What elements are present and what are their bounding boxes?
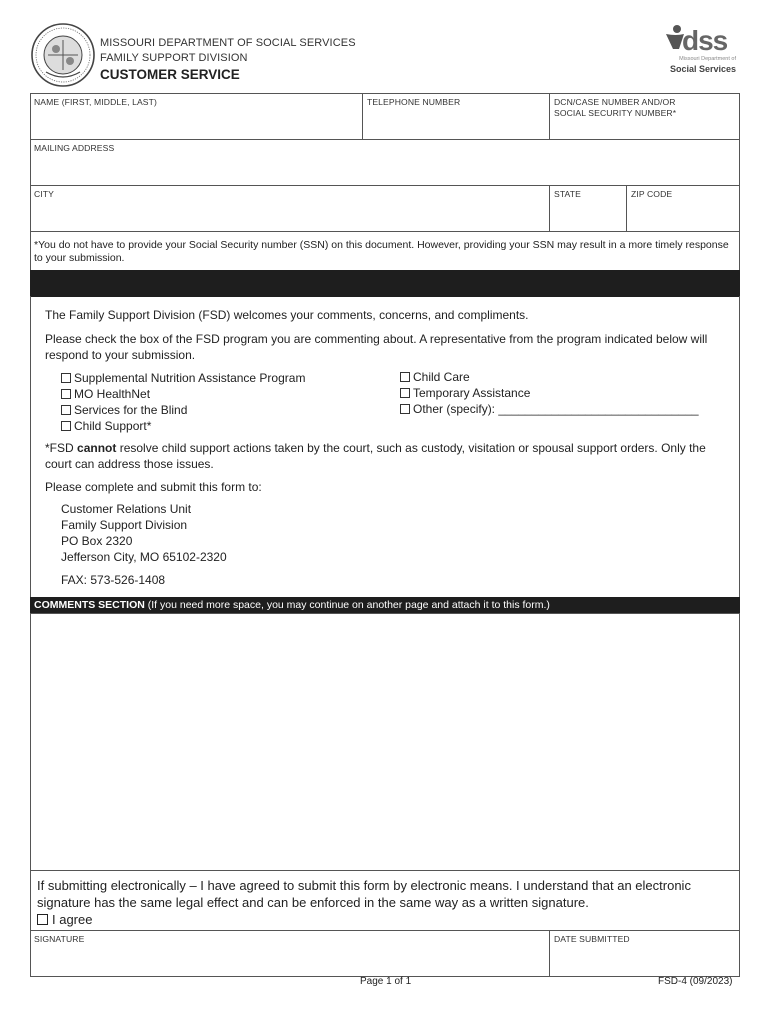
dss-name: Social Services xyxy=(669,64,736,74)
checkbox-icon[interactable] xyxy=(400,372,410,382)
ssn-notice-text: *You do not have to provide your Social Security number (SSN) on this document. However, providing your SSN may result in a more timely response to your submission. xyxy=(34,239,729,264)
fax-number: FAX: 573-526-1408 xyxy=(61,573,166,587)
program-option-blind-services[interactable]: Services for the Blind xyxy=(61,402,381,418)
address-line: Family Support Division xyxy=(61,518,188,532)
date-submitted-field[interactable] xyxy=(549,930,740,977)
signature-field[interactable] xyxy=(30,930,550,977)
program-option-temporary-assistance[interactable]: Temporary Assistance xyxy=(400,385,735,401)
child-support-note: *FSD cannot resolve child support actions taken by the court, such as custody, visitation or spousal support orders. Only the court can address those issues. xyxy=(45,441,706,471)
program-list-right xyxy=(400,369,735,417)
program-option-child-care[interactable]: Child Care xyxy=(400,369,735,385)
page-number: Page 1 of 1 xyxy=(360,976,412,987)
state-field[interactable] xyxy=(549,185,627,232)
agree-label: I agree xyxy=(52,912,93,927)
zip-field[interactable] xyxy=(626,185,740,232)
signature-label: SIGNATURE xyxy=(34,934,85,944)
checkbox-icon[interactable] xyxy=(400,388,410,398)
checkbox-icon[interactable] xyxy=(61,421,71,431)
address-line: Customer Relations Unit xyxy=(61,502,192,516)
comments-textarea[interactable] xyxy=(30,613,740,871)
checkbox-icon[interactable] xyxy=(400,404,410,414)
program-list-left xyxy=(61,370,381,434)
form-title: CUSTOMER SERVICE xyxy=(100,67,240,82)
program-option-snap[interactable]: Supplemental Nutrition Assistance Program xyxy=(61,370,381,386)
comments-header-bar xyxy=(30,597,740,614)
division-name: FAMILY SUPPORT DIVISION xyxy=(100,52,248,64)
welcome-text: The Family Support Division (FSD) welcomes your comments, concerns, and compliments. xyxy=(45,308,529,322)
dcn-label-line1: DCN/CASE NUMBER AND/OR xyxy=(554,97,676,107)
ssn-notice xyxy=(30,231,740,271)
submit-lead: Please complete and submit this form to: xyxy=(45,480,262,494)
form-id: FSD-4 (09/2023) xyxy=(658,976,733,987)
agency-name: MISSOURI DEPARTMENT OF SOCIAL SERVICES xyxy=(100,37,356,49)
mailing-address-label: MAILING ADDRESS xyxy=(34,143,115,153)
name-field[interactable] xyxy=(30,93,363,140)
checkbox-icon[interactable] xyxy=(61,405,71,415)
dss-tagline: Missouri Department of xyxy=(679,56,736,62)
dss-logo xyxy=(660,22,740,82)
agree-option[interactable] xyxy=(37,912,92,927)
checkbox-icon[interactable] xyxy=(61,373,71,383)
date-submitted-label: DATE SUBMITTED xyxy=(554,934,630,944)
comments-header-text: COMMENTS SECTION (If you need more space, you may continue on another page and attach it to this form.) xyxy=(34,599,550,611)
instructions-text: Please check the box of the FSD program you are commenting about. A representative from the program indicated below will respond to your submission. xyxy=(45,332,708,362)
telephone-label: TELEPHONE NUMBER xyxy=(367,97,461,107)
electronic-statement: If submitting electronically – I have agreed to submit this form by electronic means. I understand that an electronic signature has the same legal effect and can be enforced in the same way as a written signature. xyxy=(37,878,691,910)
agree-checkbox[interactable] xyxy=(37,914,48,925)
mailing-address-block xyxy=(61,501,227,565)
section-divider-bar xyxy=(30,270,740,297)
program-option-child-support[interactable]: Child Support* xyxy=(61,418,381,434)
state-label: STATE xyxy=(554,189,581,199)
mailing-address-field[interactable] xyxy=(30,139,740,186)
state-seal xyxy=(30,22,96,88)
program-option-mo-healthnet[interactable]: MO HealthNet xyxy=(61,386,381,402)
program-option-other[interactable]: Other (specify): ______________________________ xyxy=(400,401,735,417)
name-label: NAME (FIRST, MIDDLE, LAST) xyxy=(34,97,157,107)
dcn-label-line2: SOCIAL SECURITY NUMBER* xyxy=(554,108,677,118)
checkbox-icon[interactable] xyxy=(61,389,71,399)
city-field[interactable] xyxy=(30,185,550,232)
dss-wordmark: dss xyxy=(682,25,728,56)
address-line: Jefferson City, MO 65102-2320 xyxy=(61,550,227,564)
address-line: PO Box 2320 xyxy=(61,534,133,548)
telephone-field[interactable] xyxy=(362,93,550,140)
dcn-field[interactable] xyxy=(549,93,740,140)
city-label: CITY xyxy=(34,189,54,199)
zip-label: ZIP CODE xyxy=(631,189,673,199)
